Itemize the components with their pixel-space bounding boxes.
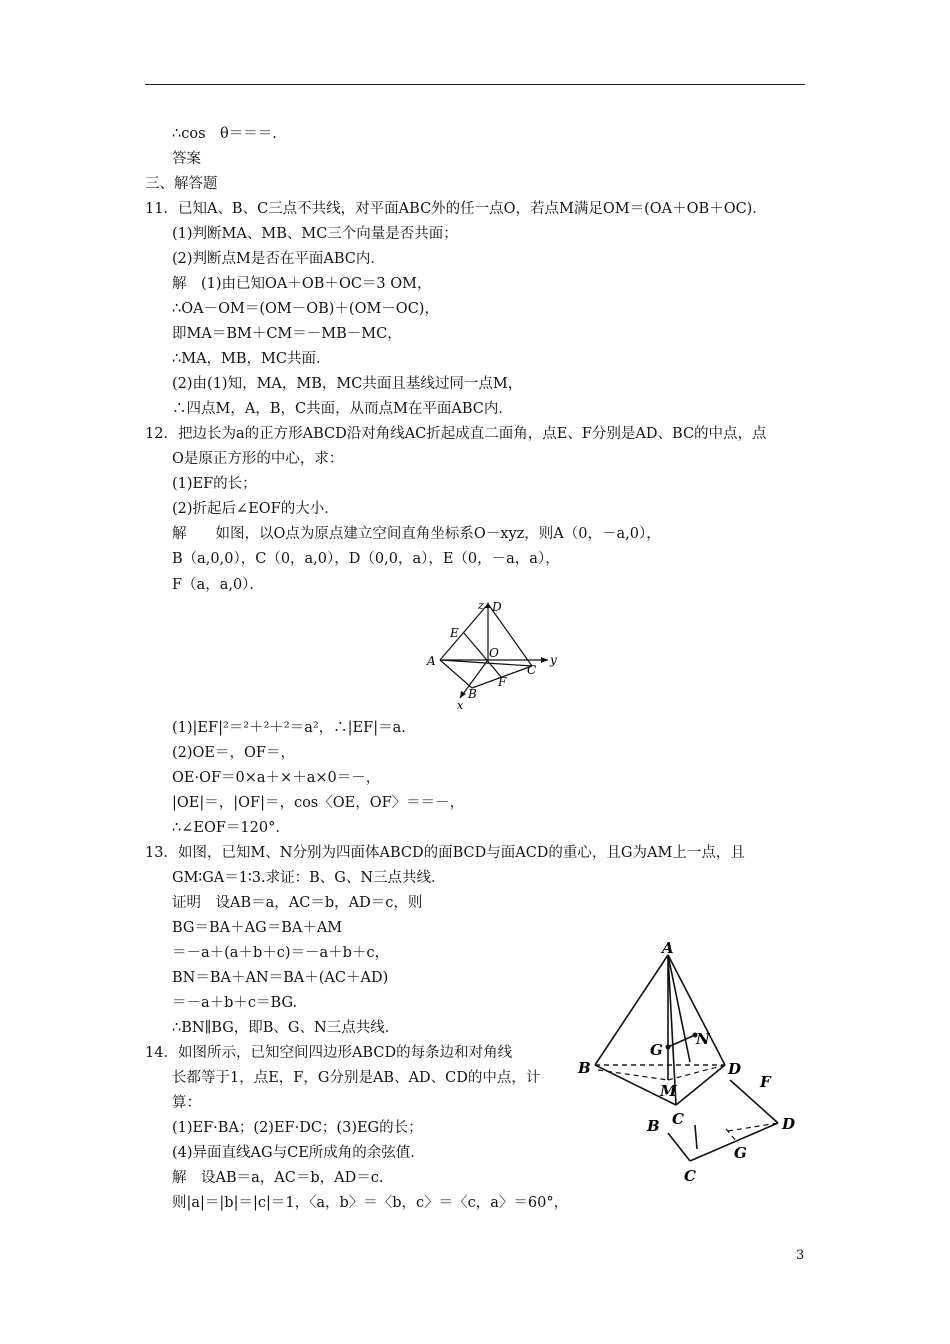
text-line: 解 (1)由已知OA＋OB＋OC＝3 OM， [172, 276, 432, 292]
text-line: ∴BN∥BG，即B、G、N三点共线． [172, 1020, 400, 1036]
label-D: D [782, 1115, 796, 1133]
label-C: C [527, 663, 537, 677]
text-line: (1)EF·BA；(2)EF·DC；(3)EG的长； [172, 1120, 423, 1136]
text-line: (1)判断MA、MB、MC三个向量是否共面； [172, 226, 458, 242]
label-y: y [550, 653, 557, 667]
text-line: (2)判断点M是否在平面ABC内． [172, 251, 385, 267]
text-line: 解 设AB＝a，AC＝b，AD＝c. [172, 1170, 384, 1186]
label-C: C [672, 1110, 684, 1128]
text-line: 则|a|＝|b|＝|c|＝1，〈a，b〉＝〈b，c〉＝〈c，a〉＝60°， [172, 1195, 569, 1211]
label-N: N [696, 1030, 710, 1048]
label-G: G [734, 1144, 747, 1162]
text-line: ∴∠EOF＝120°． [172, 820, 290, 836]
label-D: D [492, 600, 502, 614]
label-C: C [684, 1167, 696, 1185]
text-line: ＝－a＋b＋c＝BG. [172, 995, 298, 1011]
header-rule [145, 84, 805, 85]
page-number: 3 [796, 1248, 805, 1263]
label-B: B [647, 1117, 660, 1135]
label-B: B [578, 1059, 591, 1077]
text-line: ＝－a＋(a＋b＋c)＝－a＋b＋c， [172, 945, 390, 961]
label-O: O [489, 646, 499, 660]
label-z: z [478, 599, 484, 612]
text-line: 证明 设AB＝a，AC＝b，AD＝c，则 [172, 895, 423, 911]
label-F: F [498, 675, 507, 689]
label-A: A [662, 940, 674, 957]
problem-12-statement: 12．把边长为a的正方形ABCD沿对角线AC折起成直二面角，点E、F分别是AD、BC的中点，点 [145, 426, 767, 442]
text-line: (4)异面直线AG与CE所成角的余弦值． [172, 1145, 425, 1161]
text-line: GM∶GA＝1∶3.求证：B、G、N三点共线． [172, 870, 446, 886]
text-line: (2)折起后∠EOF的大小． [172, 501, 339, 517]
text-line: (1)EF的长； [172, 476, 257, 492]
quadrilateral-figure [640, 1065, 810, 1190]
label-F: F [760, 1073, 771, 1091]
text-line: (2)OE＝，OF＝， [172, 745, 295, 761]
label-B: B [468, 687, 477, 701]
text-line: 即MA＝BM＋CM＝－MB－MC， [172, 326, 402, 342]
label-A: A [427, 654, 436, 668]
text-line: BG＝BA＋AG＝BA＋AM [172, 920, 343, 936]
text-line: |OE|＝，|OF|＝，cos〈OE，OF〉＝＝－， [172, 795, 465, 811]
problem-11-statement: 11．已知A、B、C三点不共线，对平面ABC外的任一点O，若点M满足OM＝(OA＋OB＋OC)． [145, 201, 767, 217]
problem-14-statement: 14．如图所示，已知空间四边形ABCD的每条边和对角线 [145, 1045, 513, 1061]
coordinate-figure [420, 596, 570, 714]
problem-13-statement: 13．如图，已知M、N分别为四面体ABCD的面BCD与面ACD的重心，且G为AM上一点，且 [145, 845, 745, 861]
text-line: 长都等于1，点E，F，G分别是AB、AD、CD的中点，计 [172, 1070, 541, 1086]
text-line: ∴四点M，A，B，C共面，从而点M在平面ABC内． [172, 401, 513, 417]
text-line: F（a，a,0）． [172, 577, 264, 593]
text-line: B（a,0,0），C（0，a,0），D（0,0，a），E（0，－a，a）， [172, 551, 560, 567]
text-line: 答案 [172, 151, 201, 167]
text-line: O是原正方形的中心，求： [172, 451, 344, 467]
text-line: OE·OF＝0×a＋×＋a×0＝－， [172, 770, 381, 786]
text-line: 解 如图，以O点为原点建立空间直角坐标系O－xyz，则A（0，－a,0）， [172, 526, 661, 542]
text-line: ∴OA－OM＝(OM－OB)＋(OM－OC)， [172, 301, 439, 317]
text-line: 算： [172, 1095, 201, 1111]
text-line: (1)|EF|²＝²＋²＋²＝a²，∴|EF|＝a. [172, 720, 406, 736]
text-line: ∴MA，MB，MC共面． [172, 351, 331, 367]
text-line: ∴cos θ＝＝＝. [172, 126, 277, 142]
label-D: D [728, 1060, 742, 1078]
text-line: BN＝BA＋AN＝BA＋(AC＋AD) [172, 970, 389, 986]
label-G: G [650, 1041, 663, 1059]
label-M: M [660, 1082, 677, 1100]
label-x: x [457, 699, 464, 712]
section-heading: 三、解答题 [145, 176, 218, 192]
text-line: (2)由(1)知，MA，MB，MC共面且基线过同一点M， [172, 376, 523, 392]
label-E: E [450, 626, 459, 640]
